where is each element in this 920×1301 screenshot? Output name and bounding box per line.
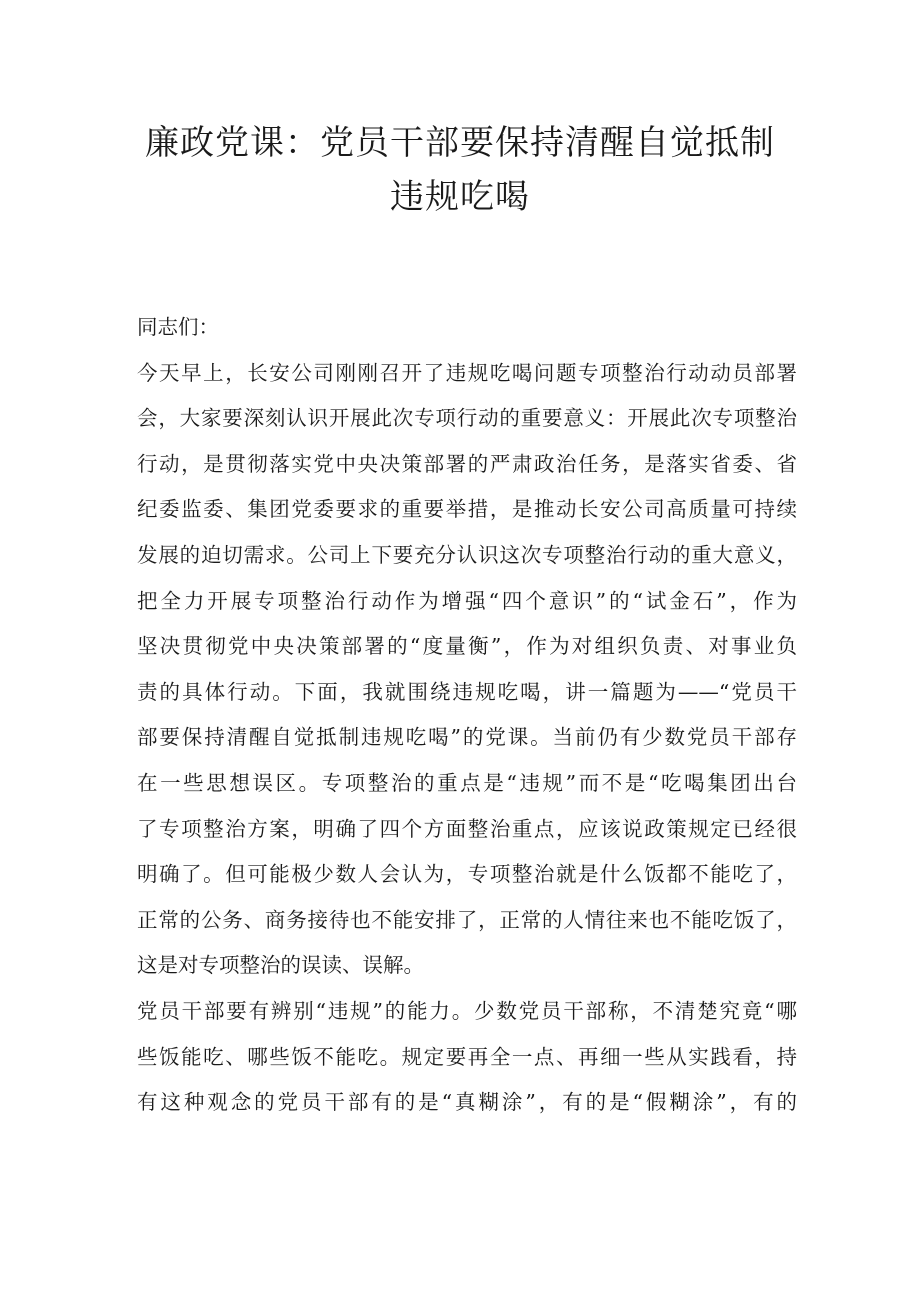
text-line: 明确了。但可能极少数人会认为，专项整治就是什么饭都不能吃了， xyxy=(137,862,797,886)
text-line: 部要保持清醒自觉抵制违规吃喝”的党课。当前仍有少数党员干部存 xyxy=(137,725,797,749)
text-line: 发展的迫切需求。公司上下要充分认识这次专项整治行动的重大意义， xyxy=(137,543,797,567)
text-line: 行动，是贯彻落实党中央决策部署的严肃政治任务，是落实省委、省 xyxy=(137,452,797,476)
text-line: 把全力开展专项整治行动作为增强“四个意识”的“试金石”，作为 xyxy=(137,589,797,613)
text-line: 有这种观念的党员干部有的是“真糊涂”，有的是“假糊涂”，有的 xyxy=(137,1090,797,1114)
text-line: 这是对专项整治的误读、误解。 xyxy=(137,953,424,977)
text-line: 纪委监委、集团党委要求的重要举措，是推动长安公司高质量可持续 xyxy=(137,497,797,521)
text-line: 今天早上，长安公司刚刚召开了违规吃喝问题专项整治行动动员部署 xyxy=(137,361,797,385)
text-line: 些饭能吃、哪些饭不能吃。规定要再全一点、再细一些从实践看，持 xyxy=(137,1045,797,1069)
text-line: 会，大家要深刻认识开展此次专项行动的重要意义：开展此次专项整治 xyxy=(137,406,797,430)
text-line: 党员干部要有辨别“违规”的能力。少数党员干部称，不清楚究竟“哪 xyxy=(137,999,797,1023)
text-line: 坚决贯彻党中央决策部署的“度量衡”，作为对组织负责、对事业负 xyxy=(137,634,797,658)
text-line: 正常的公务、商务接待也不能安排了，正常的人情往来也不能吃饭了， xyxy=(137,908,797,932)
document-title-line-2: 违规吃喝 xyxy=(390,177,530,217)
text-line: 在一些思想误区。专项整治的重点是“违规”而不是“吃喝集团出台 xyxy=(137,771,797,795)
document-title-line-1: 廉政党课：党员干部要保持清醒自觉抵制 xyxy=(145,123,775,163)
text-line: 了专项整治方案，明确了四个方面整治重点，应该说政策规定已经很 xyxy=(137,817,797,841)
text-line: 责的具体行动。下面，我就围绕违规吃喝，讲一篇题为——“党员干 xyxy=(137,680,797,704)
salutation: 同志们： xyxy=(137,315,219,339)
